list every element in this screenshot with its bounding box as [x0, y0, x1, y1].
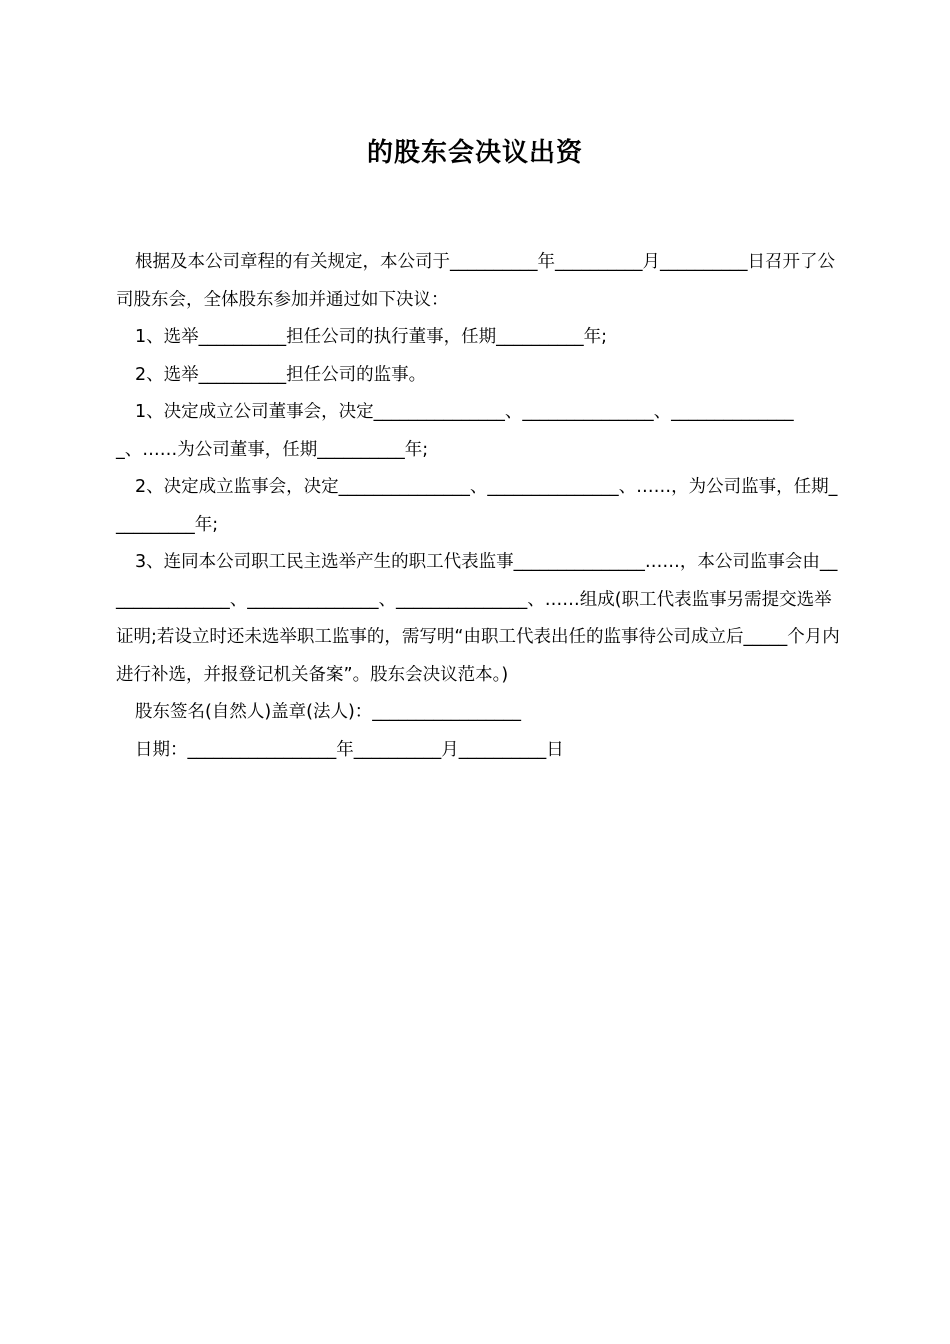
document-body	[116, 244, 846, 769]
paragraph-board-of-directors: 1、决定成立公司董事会，决定_______________、_______________、_______________、……为公司董事，任期__________年;	[116, 402, 794, 460]
paragraph-intro: 根据及本公司章程的有关规定，本公司于__________年__________月__________日召开了公司股东会，全体股东参加并通过如下决议：	[116, 252, 835, 310]
paragraph-board-of-supervisors: 2、决定成立监事会，决定_______________、_______________、……，为公司监事，任期__________年;	[116, 477, 838, 535]
paragraph-elect-supervisor: 2、选举__________担任公司的监事。	[135, 364, 427, 385]
paragraph-elect-director: 1、选举__________担任公司的执行董事，任期__________年;	[135, 327, 608, 347]
signature-line: 股东签名(自然人)盖章(法人)：_________________	[135, 702, 522, 722]
document-title: 的股东会决议出资	[366, 138, 583, 168]
date-line: 日期：_________________年__________月__________日	[135, 739, 564, 760]
paragraph-employee-supervisor: 3、连同本公司职工民主选举产生的职工代表监事_______________……，本公司监事会由_______________、_______________、_______________、……组成(职工代表监事另需提交选举证明;若设立时还未选举职工监事的，需写明“由职工代表出任的监事待公司成立后_____个月内进行补选，并报登记机关备案”。股东会决议范本。)	[116, 552, 840, 685]
